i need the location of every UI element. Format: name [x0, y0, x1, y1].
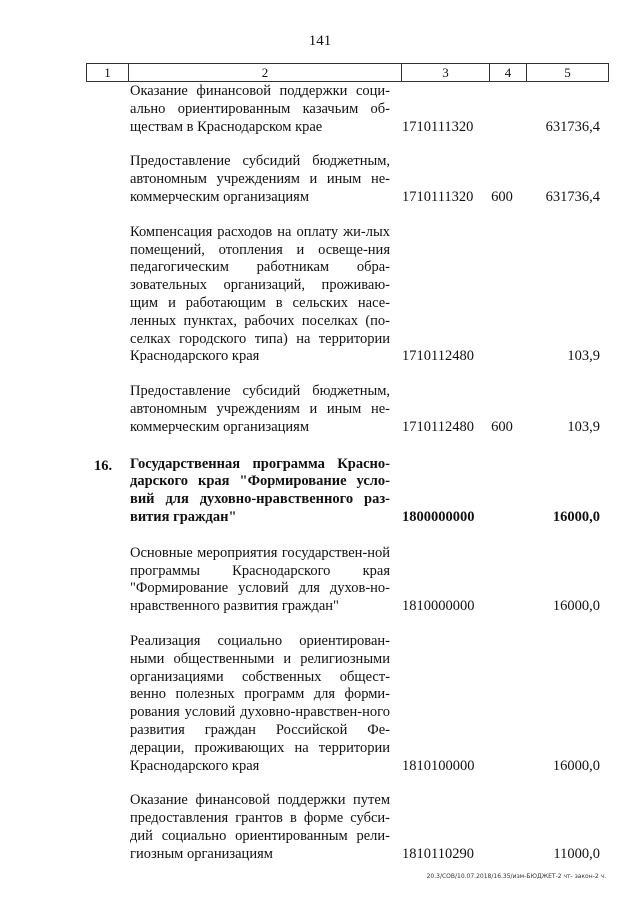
- row-description: Предоставление субсидий бюджетным, автономным учреждениям и иным не-коммерческим организациям: [130, 383, 390, 435]
- page-number: 141: [308, 33, 332, 49]
- table-row: [0, 633, 640, 775]
- table-row: [0, 383, 640, 436]
- budget-table-body: [0, 83, 640, 863]
- row-code: 1810100000: [402, 757, 475, 774]
- row-amount: 16000,0: [552, 598, 600, 615]
- row-code: 1800000000: [402, 508, 475, 525]
- row-code: 1710112480: [402, 348, 474, 365]
- header-col-3: 3: [402, 64, 490, 81]
- row-description: Государственная программа Красно-дарского края "Формирование усло-вий для духовно-нравственного раз-вития граждан": [130, 455, 390, 525]
- row-type: 600: [491, 418, 513, 435]
- row-type: 600: [491, 188, 513, 205]
- row-code: 1710112480: [402, 418, 474, 435]
- row-amount: 11000,0: [553, 845, 600, 862]
- table-row: [0, 83, 640, 136]
- row-description: Реализация социально ориентирован-ными общественными и религиозными организациями собственных общест-венно полезных программ для форми-рования условий духовно-нравствен-ного развития граждан Российской Фе-дерации, проживающих на территории Краснодарского края: [130, 632, 390, 774]
- row-number: 16.: [94, 457, 113, 474]
- table-row: [0, 224, 640, 366]
- row-description: Компенсация расходов на оплату жи-лых помещений, отопления и освеще-ния педагогическим работникам обра-зовательных организаций, проживаю-щим и работающим в сельских насе-ленных пунктах, рабочих поселках (по-селках городского типа) на территории Краснодарского края: [130, 223, 390, 365]
- table-row-program: [0, 456, 640, 527]
- row-code: 1710111320: [402, 188, 474, 205]
- row-code: 1710111320: [402, 118, 474, 135]
- document-footer: 20.3/СОВ/10.07.2018/16.35/изм-БЮДЖЕТ-2 чт- закон-2 ч.: [426, 873, 606, 880]
- table-row: [0, 153, 640, 206]
- row-amount: 16000,0: [552, 757, 600, 774]
- row-amount: 631736,4: [545, 188, 600, 205]
- table-header: [86, 63, 609, 82]
- row-amount: 103,9: [567, 348, 600, 365]
- header-col-4: 4: [490, 64, 527, 81]
- row-description: Оказание финансовой поддержки путем предоставления грантов в форме субси-дий социально ориентированным рели-гиозным организациям: [130, 792, 390, 862]
- row-code: 1810000000: [402, 598, 475, 615]
- row-description: Оказание финансовой поддержки соци-ально ориентированным казачьим об-ществам в Краснодарском крае: [130, 83, 390, 135]
- row-amount: 631736,4: [545, 118, 600, 135]
- header-col-5: 5: [564, 65, 571, 80]
- table-row: [0, 792, 640, 863]
- row-code: 1810110290: [402, 845, 474, 862]
- header-col-2: 2: [129, 64, 402, 81]
- row-description: Предоставление субсидий бюджетным, автономным учреждениям и иным не-коммерческим организациям: [130, 153, 390, 205]
- header-col-1: 1: [87, 64, 129, 81]
- row-description: Основные мероприятия государствен-ной программы Краснодарского края "Формирование условий для духов-но-нравственного развития граждан": [130, 544, 390, 615]
- table-row: [0, 545, 640, 616]
- row-amount: 16000,0: [552, 508, 600, 525]
- row-amount: 103,9: [567, 418, 600, 435]
